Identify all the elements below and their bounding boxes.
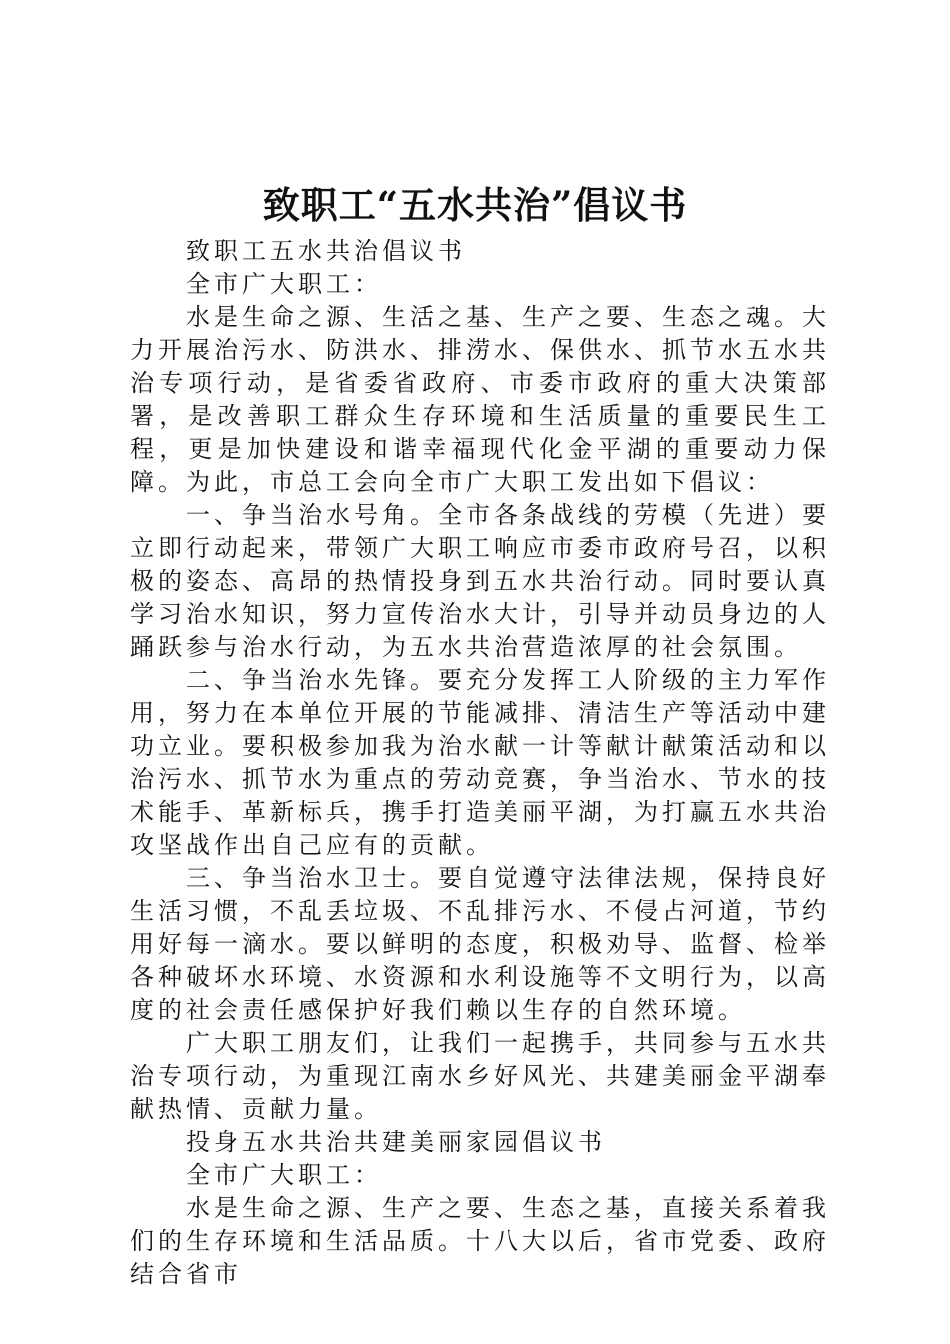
paragraph-item-3: 三、争当治水卫士。要自觉遵守法律法规，保持良好生活习惯，不乱丢垃圾、不乱排污水、不侵占河道，节约用好每一滴水。要以鲜明的态度，积极劝导、监督、检举各种破坏水环境、水资源和水利设施等不文明行为，以高度的社会责任感保护好我们赖以生存的自然环境。 — [130, 864, 830, 1024]
paragraph-subtitle: 致职工五水共治倡议书 — [186, 237, 466, 265]
document-title: 致职工“五水共治”倡议书 — [262, 183, 688, 227]
paragraph-second-intro: 水是生命之源、生产之要、生态之基，直接关系着我们的生存环境和生活品质。十八大以后，省市党委、政府结合省市 — [130, 1194, 830, 1288]
paragraph-closing: 广大职工朋友们，让我们一起携手，共同参与五水共治专项行动，为重现江南水乡好风光、共建美丽金平湖奉献热情、贡献力量。 — [130, 1029, 830, 1123]
paragraph-second-salutation: 全市广大职工： — [186, 1161, 382, 1189]
paragraph-intro: 水是生命之源、生活之基、生产之要、生态之魂。大力开展治污水、防洪水、排涝水、保供水、抓节水五水共治专项行动，是省委省政府、市委市政府的重大决策部署，是改善职工群众生存环境和生活质量的重要民生工程，更是加快建设和谐幸福现代化金平湖的重要动力保障。为此，市总工会向全市广大职工发出如下倡议： — [130, 303, 830, 496]
paragraph-item-1: 一、争当治水号角。全市各条战线的劳模（先进）要立即行动起来，带领广大职工响应市委市政府号召，以积极的姿态、高昂的热情投身到五水共治行动。同时要认真学习治水知识，努力宣传治水大计，引导并动员身边的人踊跃参与治水行动，为五水共治营造浓厚的社会氛围。 — [130, 501, 830, 661]
document-body — [130, 235, 830, 1291]
paragraph-salutation: 全市广大职工： — [186, 270, 382, 298]
paragraph-second-title: 投身五水共治共建美丽家园倡议书 — [186, 1128, 606, 1156]
paragraph-item-2: 二、争当治水先锋。要充分发挥工人阶级的主力军作用，努力在本单位开展的节能减排、清洁生产等活动中建功立业。要积极参加我为治水献一计等献计献策活动和以治污水、抓节水为重点的劳动竞赛，争当治水、节水的技术能手、革新标兵，携手打造美丽平湖，为打赢五水共治攻坚战作出自己应有的贡献。 — [130, 666, 830, 859]
